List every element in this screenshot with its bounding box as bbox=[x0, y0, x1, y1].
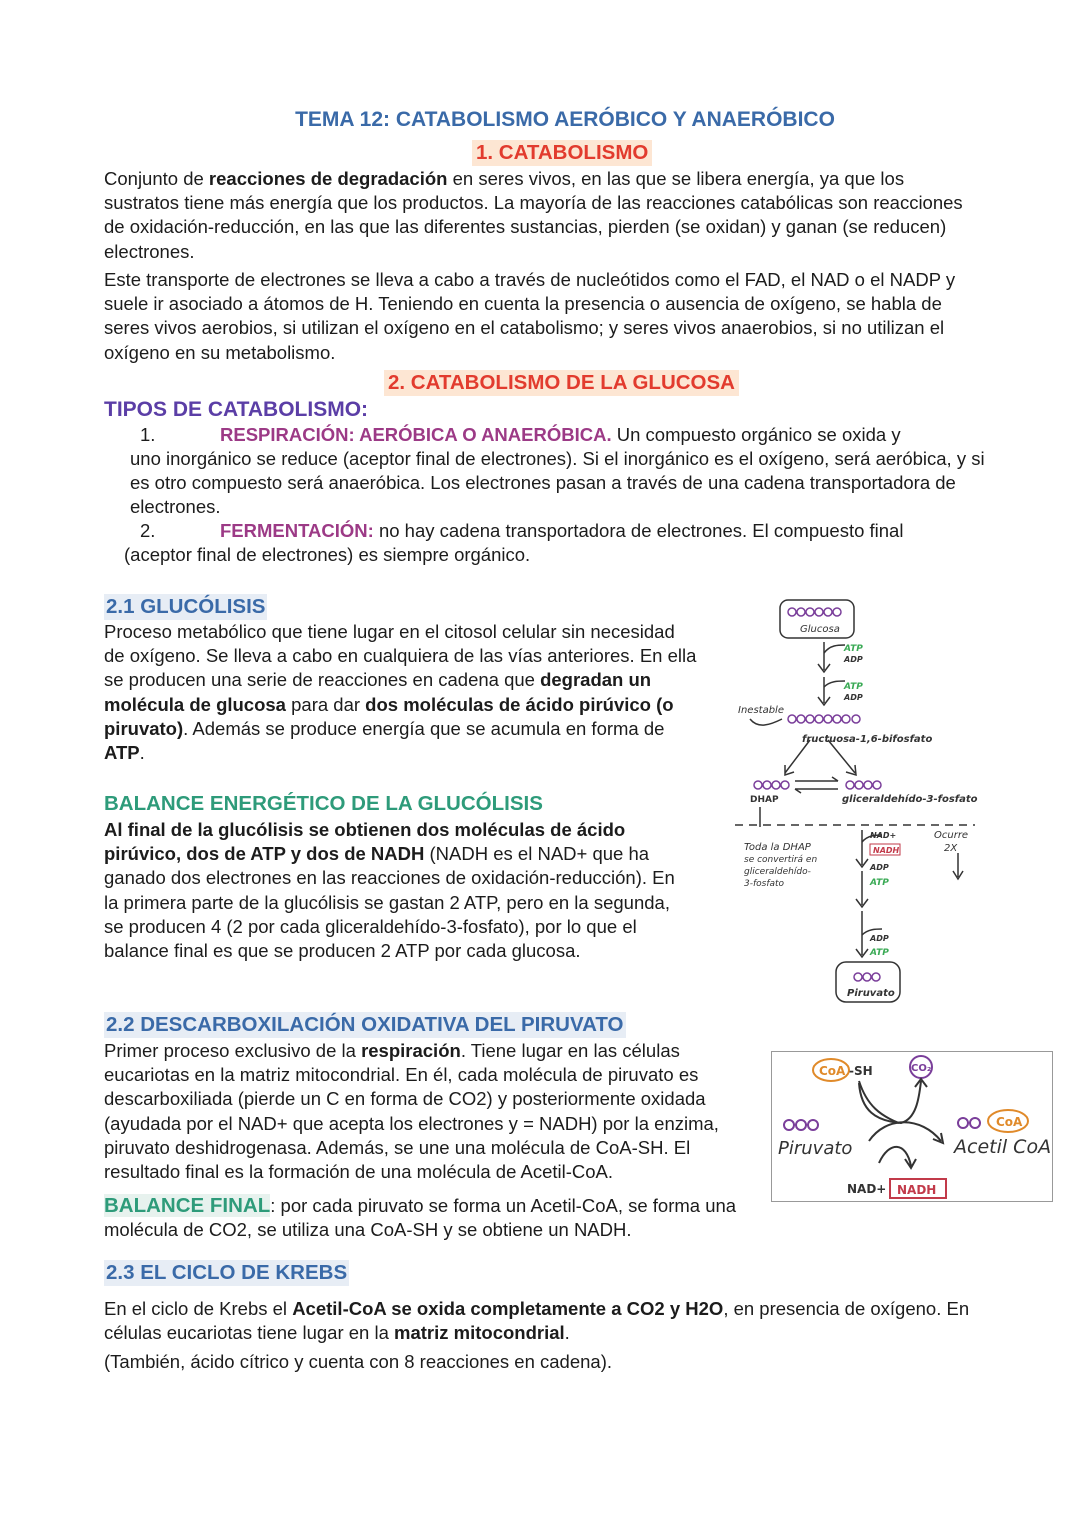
co2-label: CO₂ bbox=[911, 1063, 932, 1074]
nadh-label: NADH bbox=[873, 846, 900, 855]
toda-label-2: se convertirá en bbox=[744, 855, 818, 865]
page-title: TEMA 12: CATABOLISMO AERÓBICO Y ANAERÓBICO bbox=[295, 108, 835, 131]
toda-label-4: 3-fosfato bbox=[744, 879, 785, 889]
acetil-coa-label: Acetil CoA bbox=[954, 1136, 1052, 1158]
text: no hay cadena transportadora de electrones. El compuesto final bbox=[373, 520, 904, 541]
paragraph-glucolisis bbox=[104, 620, 699, 765]
equilibrium-arrow-icon bbox=[795, 777, 838, 793]
adp-label: ADP bbox=[844, 693, 863, 702]
text: Un compuesto orgánico se oxida y bbox=[611, 424, 901, 445]
paragraph-krebs bbox=[104, 1297, 984, 1345]
adp-label: ADP bbox=[844, 655, 863, 664]
arrow-down-icon bbox=[818, 642, 830, 672]
atp-label: ATP bbox=[870, 948, 889, 958]
list-item-label: FERMENTACIÓN: bbox=[220, 520, 374, 541]
list-item-label: RESPIRACIÓN: AERÓBICA O ANAERÓBICA. bbox=[220, 424, 612, 445]
g3p-molecule-icon bbox=[846, 781, 881, 789]
fructuosa-label: fructuosa-1,6-bifosfato bbox=[802, 734, 933, 745]
list-item-respiracion bbox=[140, 423, 1000, 447]
paragraph-balance-final bbox=[104, 1194, 744, 1242]
arrow-down-icon bbox=[856, 830, 868, 867]
nadh-label: NADH bbox=[897, 1183, 937, 1197]
text: . bbox=[139, 742, 145, 764]
bold-text: matriz mitocondrial bbox=[394, 1322, 565, 1344]
bold-text: reacciones de degradación bbox=[208, 168, 448, 189]
paragraph-krebs-note: (También, ácido cítrico y cuenta con 8 reacciones en cadena). bbox=[104, 1351, 613, 1372]
nad-plus-label: NAD+ bbox=[847, 1182, 887, 1196]
text: Proceso metabólico que tiene lugar en el citosol celular sin necesidad de oxígeno. Se lleva a cabo en cualquiera de las vías anteriores. En ella se producen una serie de reacciones en cadena que bbox=[104, 621, 697, 691]
pyruvate-decarboxylation-diagram bbox=[771, 1051, 1053, 1202]
bold-text: respiración bbox=[361, 1040, 461, 1061]
piruvato-label: Piruvato bbox=[778, 1138, 853, 1159]
atp-label: ATP bbox=[844, 682, 863, 692]
adp-label: ADP bbox=[870, 863, 889, 872]
sh-label: -SH bbox=[849, 1064, 873, 1078]
section-heading-glucosa: 2. CATABOLISMO DE LA GLUCOSA bbox=[384, 370, 739, 396]
arrow-down-icon bbox=[856, 871, 868, 907]
atp-label: ATP bbox=[870, 878, 889, 888]
text: para dar bbox=[285, 693, 366, 715]
text: . Tiene lugar en las células eucariotas en la matriz mitocondrial. En él, cada molécula de piruvato es descarboxiliada (pierde un C en forma de CO2) y posteriormente oxidada (ayudada por el NAD+ que acepta los electrones y = NADH) por la enzima, piruvato deshidrogenasa. Además, se une una molécula de CoA-SH. El resultado final es la formación de una molécula de Acetil-CoA. bbox=[104, 1040, 719, 1183]
section-heading-catabolismo: 1. CATABOLISMO bbox=[472, 140, 652, 166]
dhap-label: DHAP bbox=[750, 795, 779, 805]
ocurre-label: Ocurre bbox=[934, 830, 969, 841]
paragraph-balance-glucolisis bbox=[104, 818, 694, 963]
fructosa-molecule-icon bbox=[788, 715, 860, 723]
text: . bbox=[564, 1322, 570, 1344]
arrow-curve-icon bbox=[824, 681, 845, 687]
adp-label: ADP bbox=[870, 934, 889, 943]
arrow-down-icon bbox=[818, 677, 830, 705]
subsection-heading-krebs: 2.3 EL CICLO DE KREBS bbox=[106, 1261, 348, 1284]
arrow-ocurre-icon bbox=[953, 853, 963, 879]
list-item-fermentacion-body: (aceptor final de electrones) es siempre orgánico. bbox=[124, 544, 531, 565]
arrow-curve-icon bbox=[824, 645, 845, 653]
inestable-arrow-icon bbox=[750, 719, 782, 725]
gliceraldehido-label: gliceraldehído-3-fosfato bbox=[842, 794, 978, 805]
dhap-molecule-icon bbox=[754, 781, 789, 789]
list-number: 2. bbox=[140, 520, 156, 541]
coa-label: CoA bbox=[996, 1115, 1023, 1129]
piruvato-molecule-icon bbox=[854, 973, 880, 981]
text: . Además se produce energía que se acumula en forma de bbox=[183, 717, 665, 739]
atp-label: ATP bbox=[844, 644, 863, 654]
bold-text: Al final de la glucólisis se obtienen dos moléculas de ácido pirúvico, dos de ATP y dos de NADH bbox=[104, 819, 626, 865]
balance-final-label: BALANCE FINAL bbox=[104, 1194, 271, 1217]
tipos-heading: TIPOS DE CATABOLISMO: bbox=[104, 398, 369, 421]
text: Conjunto de bbox=[104, 168, 209, 189]
arrow-split-left-icon bbox=[785, 740, 810, 775]
text: : por cada piruvato se forma un Acetil-CoA, se forma una molécula de CO2, se utiliza una CoA-SH y se obtiene un NADH. bbox=[104, 1195, 737, 1241]
text: en seres vivos, en las que se libera energía, ya que los sustratos tiene más energía que los productos. La mayoría de las reacciones catabólicas son reacciones de oxidación-reducción, en las que las diferentes sustancias, pierden (se oxidan) y ganan (se reducen) electrones. bbox=[104, 168, 963, 262]
bold-text: degradan un molécula de glucosa bbox=[104, 669, 652, 715]
bold-text: Acetil-CoA se oxida completamente a CO2 y H2O bbox=[292, 1298, 724, 1319]
text: Primer proceso exclusivo de la bbox=[104, 1040, 362, 1061]
piruvato-label: Piruvato bbox=[847, 988, 895, 999]
text: (NADH es el NAD+ que ha ganado dos electrones en las reacciones de oxidación-reducción). En la primera parte de la glucólisis se gastan 2 ATP, pero en la segunda, se producen 4 (2 por cada gliceraldehído-3-fosfato), por lo que el balance final es que se producen 2 ATP por cada glucosa. bbox=[104, 843, 675, 962]
toda-label-1: Toda la DHAP bbox=[744, 842, 811, 853]
balance-heading-glucolisis: BALANCE ENERGÉTICO DE LA GLUCÓLISIS bbox=[104, 792, 543, 815]
glucosa-label: Glucosa bbox=[800, 624, 840, 635]
list-item-respiracion-body: uno inorgánico se reduce (aceptor final de electrones). Si el inorgánico es el oxígeno, será aeróbica, y si es otro compuesto será anaeróbica. Los electrones pasan a través de una cadena transportadora de electrones. bbox=[130, 448, 985, 518]
bold-text: dos moléculas de ácido pirúvico (o piruvato) bbox=[104, 693, 674, 739]
paragraph-descarboxilacion bbox=[104, 1039, 764, 1184]
list-number: 1. bbox=[140, 424, 156, 445]
toda-label-3: gliceraldehído- bbox=[744, 867, 811, 877]
coa-label: CoA bbox=[819, 1064, 846, 1078]
text: En el ciclo de Krebs el bbox=[104, 1298, 293, 1319]
bold-text: ATP bbox=[104, 742, 140, 764]
paragraph-electron-transport: Este transporte de electrones se lleva a cabo a través de nucleótidos como el FAD, el NAD o el NADP y suele ir asociado a átomos de H. Teniendo en cuenta la presencia o ausencia de oxígeno, se habla de seres vivos aerobios, si utilizan el oxígeno en el catabolismo; y seres vivos anaerobios, si no utilizan el oxígeno en su metabolismo. bbox=[104, 269, 956, 363]
subsection-heading-glucolisis: 2.1 GLUCÓLISIS bbox=[106, 595, 266, 618]
nad-plus-label: NAD+ bbox=[870, 831, 897, 840]
text: , en presencia de oxígeno. En células eucariotas tiene lugar en la bbox=[104, 1298, 970, 1344]
arrow-split-right-icon bbox=[828, 740, 856, 775]
paragraph-catabolismo-definition bbox=[104, 167, 974, 264]
twox-label: 2X bbox=[944, 843, 958, 854]
glucosa-molecule-icon bbox=[788, 608, 841, 616]
subsection-heading-descarboxilacion: 2.2 DESCARBOXILACIÓN OXIDATIVA DEL PIRUVATO bbox=[106, 1013, 624, 1036]
glycolysis-diagram bbox=[730, 595, 980, 1010]
inestable-label: Inestable bbox=[738, 705, 784, 716]
list-item-fermentacion bbox=[140, 519, 1000, 543]
